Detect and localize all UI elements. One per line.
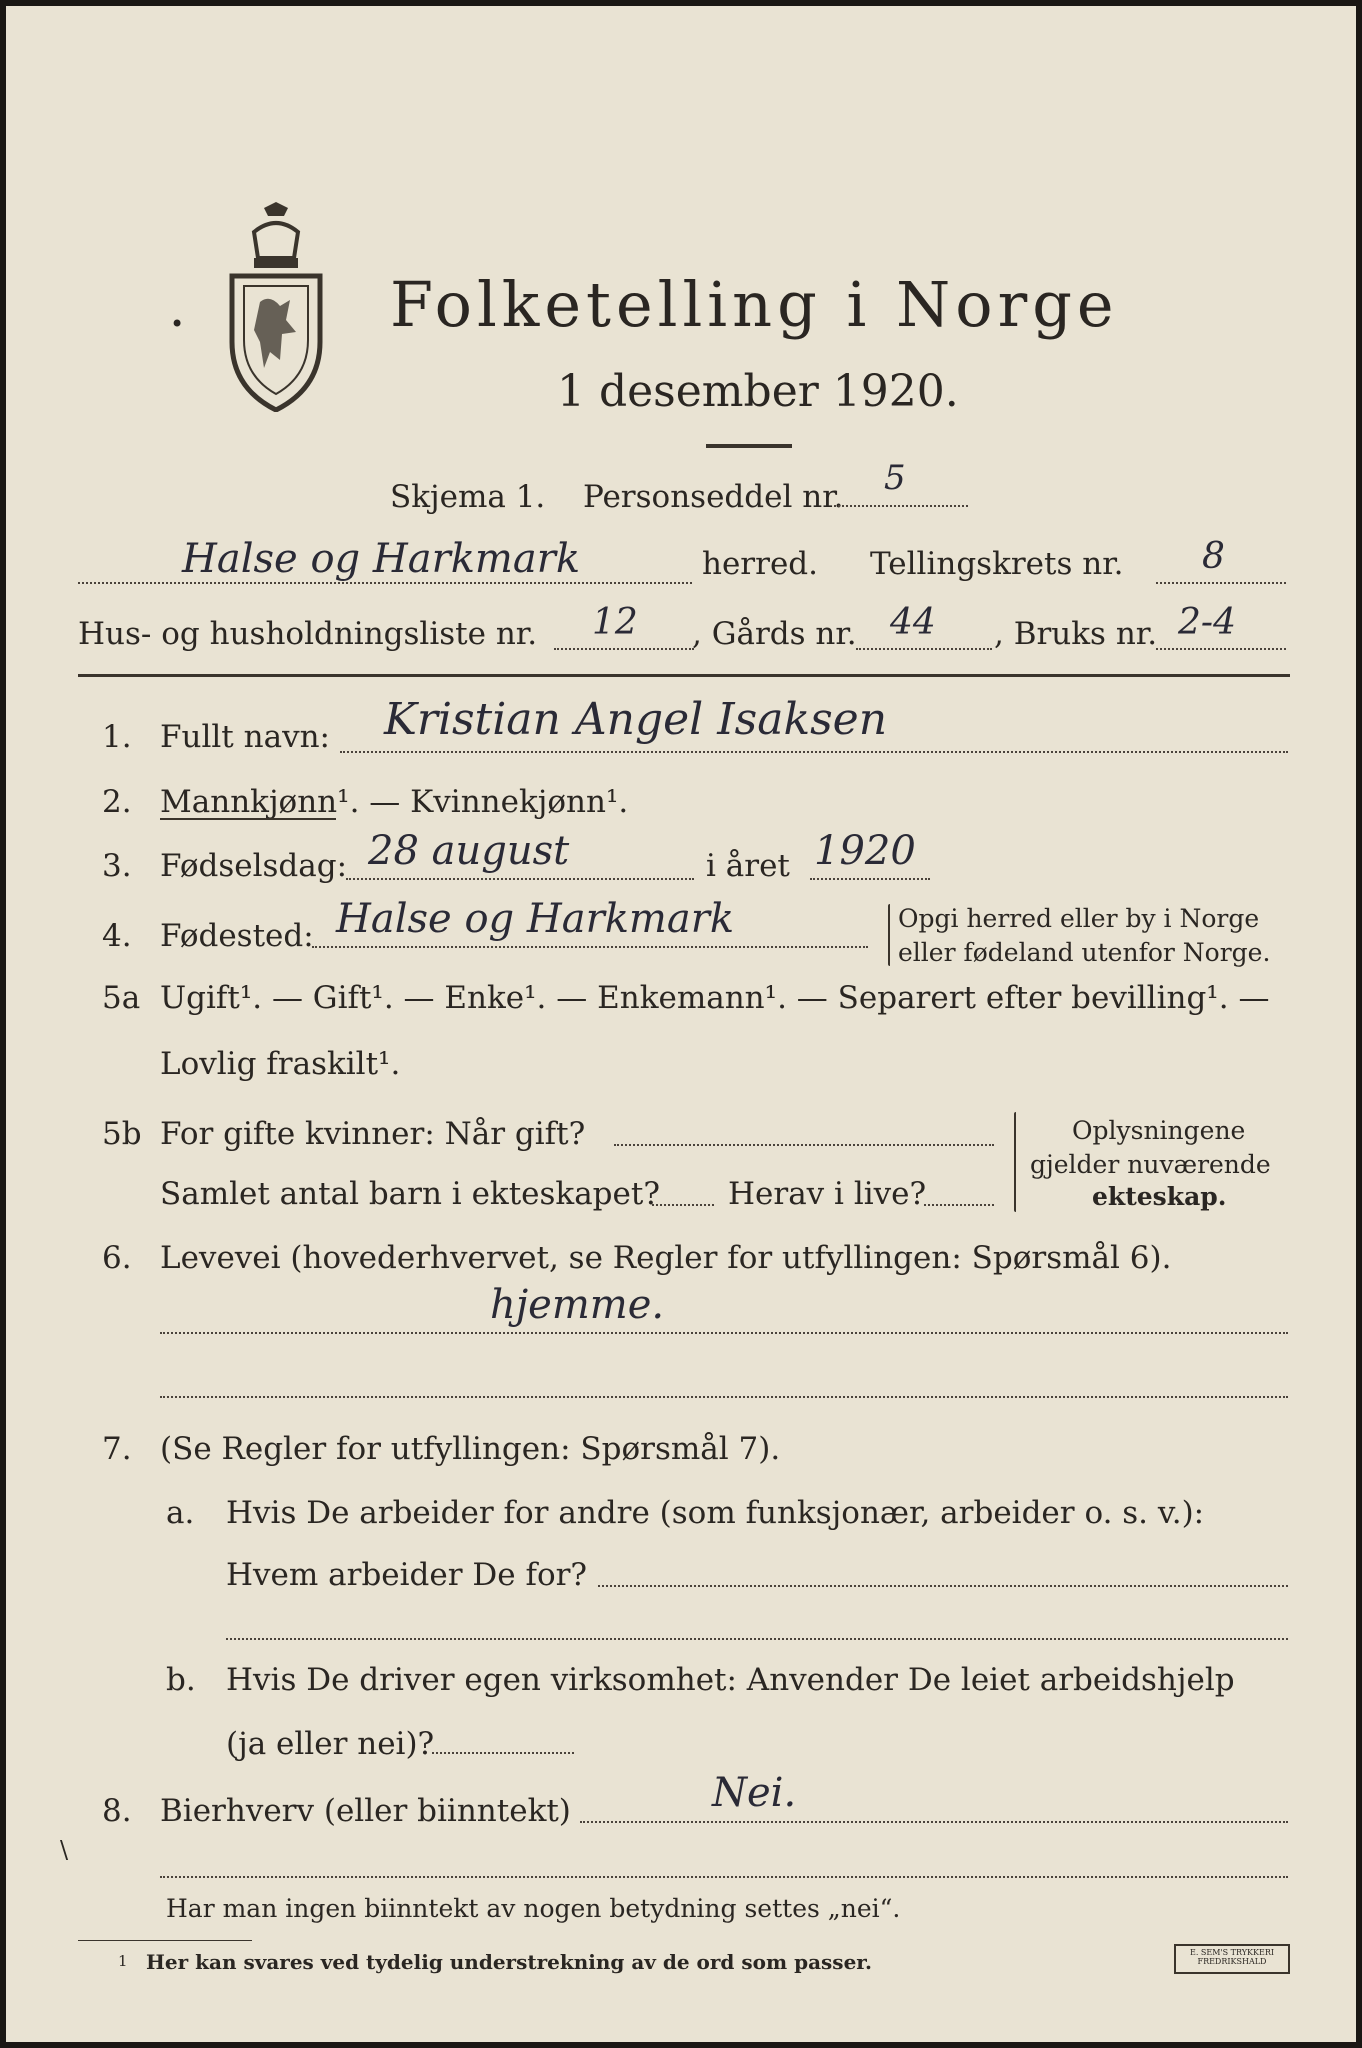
q7b-line2: (ja eller nei)?: [226, 1726, 435, 1762]
census-form: [6, 6, 1356, 2042]
q5a-line2: Lovlig fraskilt¹.: [160, 1046, 401, 1082]
gender-underline: [160, 818, 336, 820]
q5b-line1: For gifte kvinner: Når gift?: [160, 1116, 586, 1152]
herred-value: Halse og Harkmark: [182, 536, 581, 582]
employer-line2: [226, 1638, 1288, 1640]
year-label: i året: [706, 848, 790, 884]
q6-line1: [160, 1332, 1288, 1334]
q5b-note3: ekteskap.: [1092, 1182, 1227, 1211]
hired-help-line: [432, 1752, 574, 1754]
year-line: [810, 878, 930, 880]
q7b-letter: b.: [166, 1662, 196, 1698]
alive-line: [924, 1204, 994, 1206]
herred-label: herred.: [702, 546, 818, 582]
bruks-value: 2-4: [1178, 602, 1236, 643]
q4-note-line2: eller fødeland utenfor Norge.: [898, 938, 1271, 967]
q4-note-line1: Opgi herred eller by i Norge: [898, 904, 1260, 933]
tellingskrets-value: 8: [1202, 536, 1225, 577]
q5a-number: 5a: [102, 980, 141, 1016]
q1-label: Fullt navn:: [160, 719, 330, 755]
q8-line: [580, 1821, 1288, 1823]
footer-note: Har man ingen biinntekt av nogen betydning settes „nei“.: [166, 1894, 901, 1923]
married-date-line: [614, 1144, 994, 1146]
q6-line2: [160, 1396, 1288, 1398]
q5b-number: 5b: [102, 1116, 142, 1152]
q7a-line2: Hvem arbeider De for?: [226, 1557, 588, 1593]
page-title: Folketelling i Norge: [390, 268, 1119, 341]
printer-stamp: E. SEM'S TRYKKERI FREDRIKSHALD: [1174, 1944, 1290, 1974]
q2-number: 2.: [102, 784, 132, 820]
birthday-value: 28 august: [368, 828, 570, 874]
q8-label: Bierhverv (eller biinntekt): [160, 1793, 571, 1829]
q6-number: 6.: [102, 1240, 132, 1276]
q7a-letter: a.: [166, 1495, 195, 1531]
employer-line1: [598, 1585, 1288, 1587]
tellingskrets-label: Tellingskrets nr.: [870, 546, 1124, 582]
margin-stroke: \: [60, 1836, 69, 1864]
gards-value: 44: [890, 602, 936, 643]
q5b-alive-label: Herav i live?: [728, 1176, 927, 1212]
coat-of-arms-icon: [224, 202, 328, 412]
husliste-label: Hus- og husholdningsliste nr.: [78, 616, 538, 652]
q7b-line1: Hvis De driver egen virksomhet: Anvender De leiet arbeidshjelp: [226, 1662, 1235, 1698]
q7a-line1: Hvis De arbeider for andre (som funksjonær, arbeider o. s. v.):: [226, 1495, 1205, 1531]
q3-label: Fødselsdag:: [160, 848, 348, 884]
personseddel-label: Personseddel nr.: [583, 479, 844, 515]
personseddel-line: [834, 505, 968, 507]
bruks-line: [1156, 648, 1286, 650]
q1-number: 1.: [102, 719, 132, 755]
q3-number: 3.: [102, 848, 132, 884]
census-date: 1 desember 1920.: [557, 366, 959, 417]
margin-mark: •: [170, 310, 185, 338]
husliste-line: [554, 648, 694, 650]
q8-extra-line: [160, 1876, 1288, 1878]
q7-label: (Se Regler for utfyllingen: Spørsmål 7).: [160, 1431, 781, 1467]
personseddel-value: 5: [884, 458, 906, 498]
children-line: [652, 1204, 714, 1206]
q5b-note2: gjelder nuværende: [1030, 1150, 1271, 1179]
q5b-note1: Oplysningene: [1072, 1116, 1246, 1145]
occupation-value: hjemme.: [490, 1282, 665, 1328]
q1-line: [340, 751, 1288, 753]
q4-brace: [888, 904, 890, 966]
header-divider: [78, 674, 1290, 677]
husliste-value: 12: [592, 602, 638, 643]
q5b-brace: [1014, 1112, 1016, 1212]
tellingskrets-line: [1156, 582, 1286, 584]
q5a-line1: Ugift¹. — Gift¹. — Enke¹. — Enkemann¹. — Separert efter bevilling¹. —: [160, 980, 1270, 1016]
q2-label: Mannkjønn¹. — Kvinnekjønn¹.: [160, 784, 629, 820]
q7-number: 7.: [102, 1431, 132, 1467]
q5b-children-label: Samlet antal barn i ekteskapet?: [160, 1176, 660, 1212]
footnote-rule: [78, 1940, 252, 1941]
gards-label: , Gårds nr.: [692, 616, 857, 652]
q4-line: [312, 946, 868, 948]
side-income-value: Nei.: [712, 1770, 797, 1816]
herred-line: [78, 582, 692, 584]
full-name-value: Kristian Angel Isaksen: [384, 694, 888, 745]
birthplace-value: Halse og Harkmark: [336, 896, 735, 942]
birth-year-value: 1920: [814, 828, 916, 874]
q6-label: Levevei (hovederhvervet, se Regler for utfyllingen: Spørsmål 6).: [160, 1240, 1172, 1276]
q4-label: Fødested:: [160, 918, 314, 954]
gards-line: [856, 648, 992, 650]
q8-number: 8.: [102, 1793, 132, 1829]
schema-label: Skjema 1.: [390, 479, 546, 515]
title-divider: [706, 444, 792, 448]
footnote-number: 1: [118, 1952, 128, 1970]
q3-line: [346, 878, 694, 880]
footnote-text: Her kan svares ved tydelig understrekning av de ord som passer.: [146, 1950, 872, 1974]
q4-number: 4.: [102, 918, 132, 954]
bruks-label: , Bruks nr.: [994, 616, 1158, 652]
